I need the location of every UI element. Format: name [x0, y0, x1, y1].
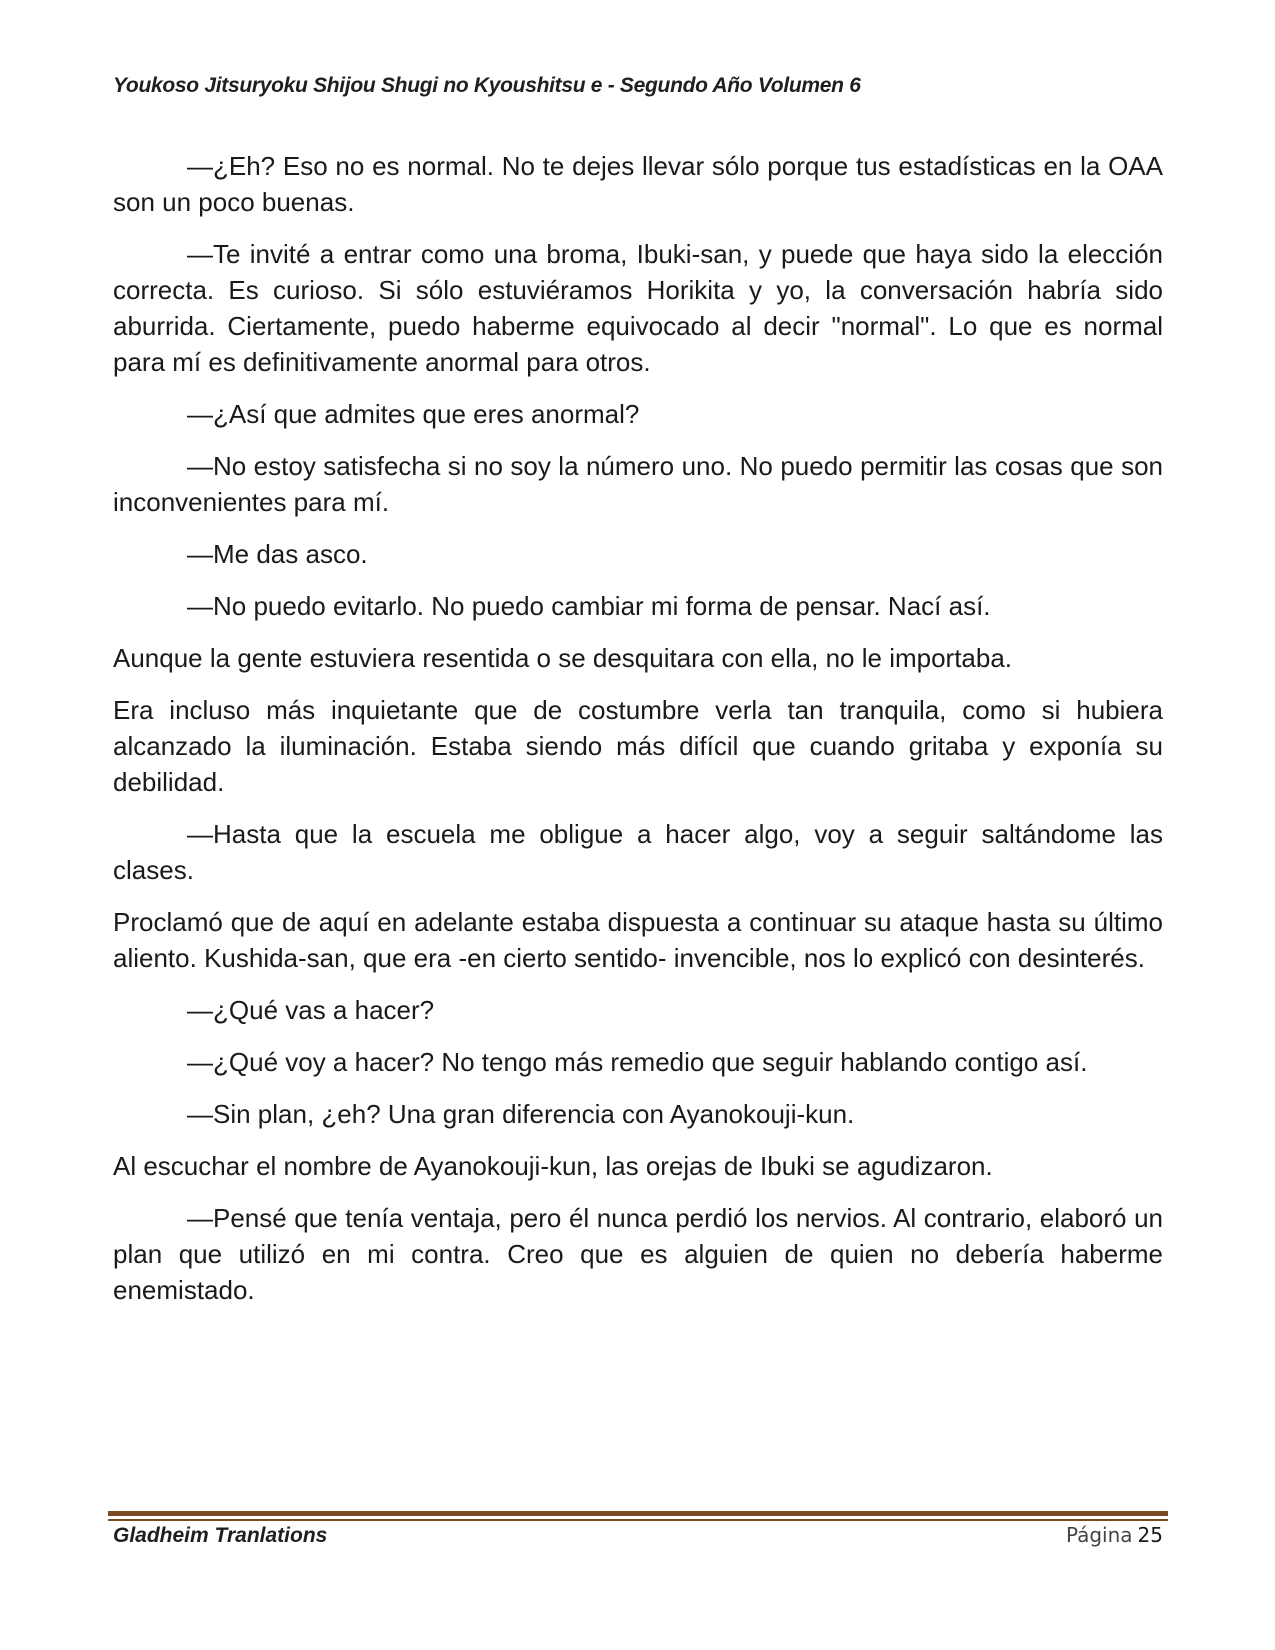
paragraph: Proclamó que de aquí en adelante estaba dispuesta a continuar su ataque hasta su último aliento. Kushida-san, que era -en cierto sentido- invencible, nos lo explicó con desinterés.	[113, 907, 1163, 973]
footer-divider-thin	[108, 1519, 1168, 1521]
paragraph: —¿Qué voy a hacer? No tengo más remedio que seguir hablando contigo así.	[187, 1047, 1088, 1077]
paragraph: —¿Qué vas a hacer?	[187, 995, 435, 1025]
paragraph: —Me das asco.	[187, 539, 368, 569]
page-label: Página	[1065, 1523, 1133, 1547]
paragraph: —Te invité a entrar como una broma, Ibuki-san, y puede que haya sido la elección correcta. Es curioso. Si sólo estuviéramos Horikita y yo, la conversación habría sido aburrida. Ciertamente, puedo haberme equivocado al decir "normal". Lo que es normal para mí es definitivamente anormal para otros.	[113, 239, 1163, 377]
paragraph: —No estoy satisfecha si no soy la número uno. No puedo permitir las cosas que son inconvenientes para mí.	[113, 451, 1163, 517]
body-text	[113, 148, 1163, 1324]
paragraph: Al escuchar el nombre de Ayanokouji-kun, las orejas de Ibuki se agudizaron.	[113, 1151, 993, 1181]
page-number-label	[1066, 1523, 1163, 1547]
page-number: 25	[1137, 1523, 1163, 1547]
paragraph: Aunque la gente estuviera resentida o se desquitara con ella, no le importaba.	[113, 643, 1013, 673]
paragraph: —Sin plan, ¿eh? Una gran diferencia con Ayanokouji-kun.	[187, 1099, 855, 1129]
running-header-title: Youkoso Jitsuryoku Shijou Shugi no Kyoushitsu e - Segundo Año Volumen 6	[113, 74, 861, 97]
paragraph: Era incluso más inquietante que de costumbre verla tan tranquila, como si hubiera alcanzado la iluminación. Estaba siendo más difícil que cuando gritaba y exponía su debilidad.	[113, 695, 1163, 797]
footer-publisher: Gladheim Tranlations	[113, 1524, 328, 1547]
paragraph: —¿Así que admites que eres anormal?	[187, 399, 640, 429]
paragraph: —¿Eh? Eso no es normal. No te dejes llevar sólo porque tus estadísticas en la OAA son un poco buenas.	[113, 151, 1163, 217]
paragraph: —Hasta que la escuela me obligue a hacer algo, voy a seguir saltándome las clases.	[113, 819, 1163, 885]
footer-divider	[108, 1511, 1168, 1522]
paragraph: —Pensé que tenía ventaja, pero él nunca perdió los nervios. Al contrario, elaboró un plan que utilizó en mi contra. Creo que es alguien de quien no debería haberme enemistado.	[113, 1203, 1163, 1305]
paragraph: —No puedo evitarlo. No puedo cambiar mi forma de pensar. Nací así.	[187, 591, 991, 621]
footer-divider-thick	[108, 1511, 1168, 1516]
